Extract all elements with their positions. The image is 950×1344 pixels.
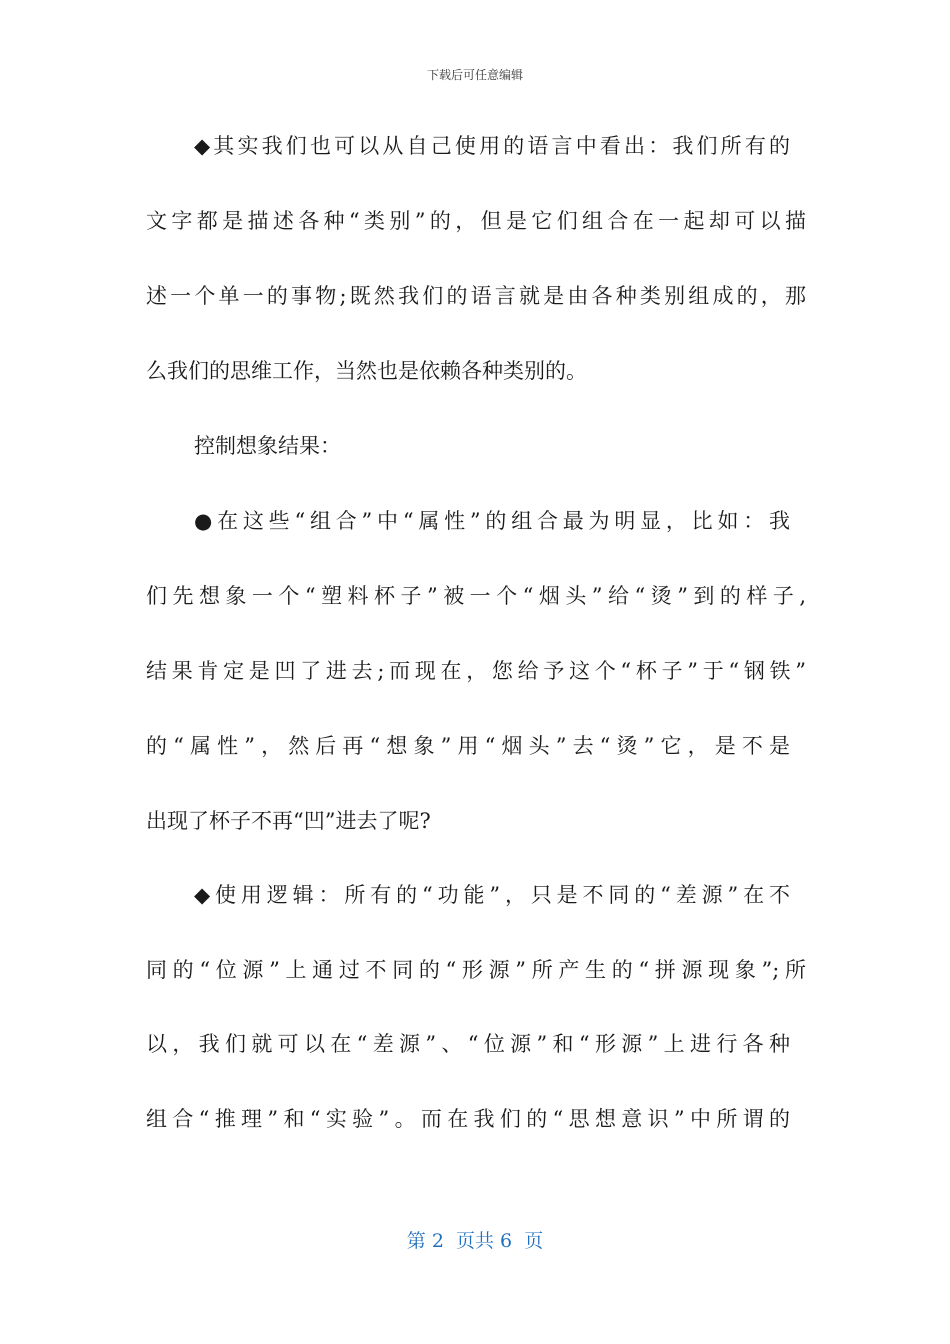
page-header: 下载后可任意编辑 xyxy=(426,68,523,82)
paragraph-line: 么我们的思维工作，当然也是依赖各种类别的。 xyxy=(146,359,587,383)
paragraph-line: 结果肯定是凹了进去;而现在，您给予这个“杯子”于“钢铁” xyxy=(146,659,806,683)
paragraph-line: 出现了杯子不再“凹”进去了呢? xyxy=(146,809,431,833)
paragraph-line: 的“属性”，然后再“想象”用“烟头”去“烫”它，是不是 xyxy=(146,734,790,758)
paragraph-line: ◆其实我们也可以从自己使用的语言中看出：我们所有的 xyxy=(194,134,790,158)
paragraph-line: 述一个单一的事物;既然我们的语言就是由各种类别组成的，那 xyxy=(146,284,806,308)
paragraph-line: 同的“位源”上通过不同的“形源”所产生的“拼源现象”;所 xyxy=(146,958,806,982)
section-heading: 控制想象结果： xyxy=(194,434,341,458)
paragraph-line: ●在这些“组合”中“属性”的组合最为明显，比如：我 xyxy=(194,509,790,533)
paragraph-line: 组合“推理”和“实验”。而在我们的“思想意识”中所谓的 xyxy=(146,1107,790,1131)
paragraph-line: 文字都是描述各种“类别”的，但是它们组合在一起却可以描 xyxy=(146,209,806,233)
page-number-footer: 第 2 页共 6 页 xyxy=(406,1230,544,1252)
paragraph-line: 以，我们就可以在“差源”、“位源”和“形源”上进行各种 xyxy=(146,1032,790,1056)
paragraph-line: ◆使用逻辑：所有的“功能”，只是不同的“差源”在不 xyxy=(194,883,790,907)
paragraph-line: 们先想象一个“塑料杯子”被一个“烟头”给“烫”到的样子, xyxy=(146,584,806,608)
